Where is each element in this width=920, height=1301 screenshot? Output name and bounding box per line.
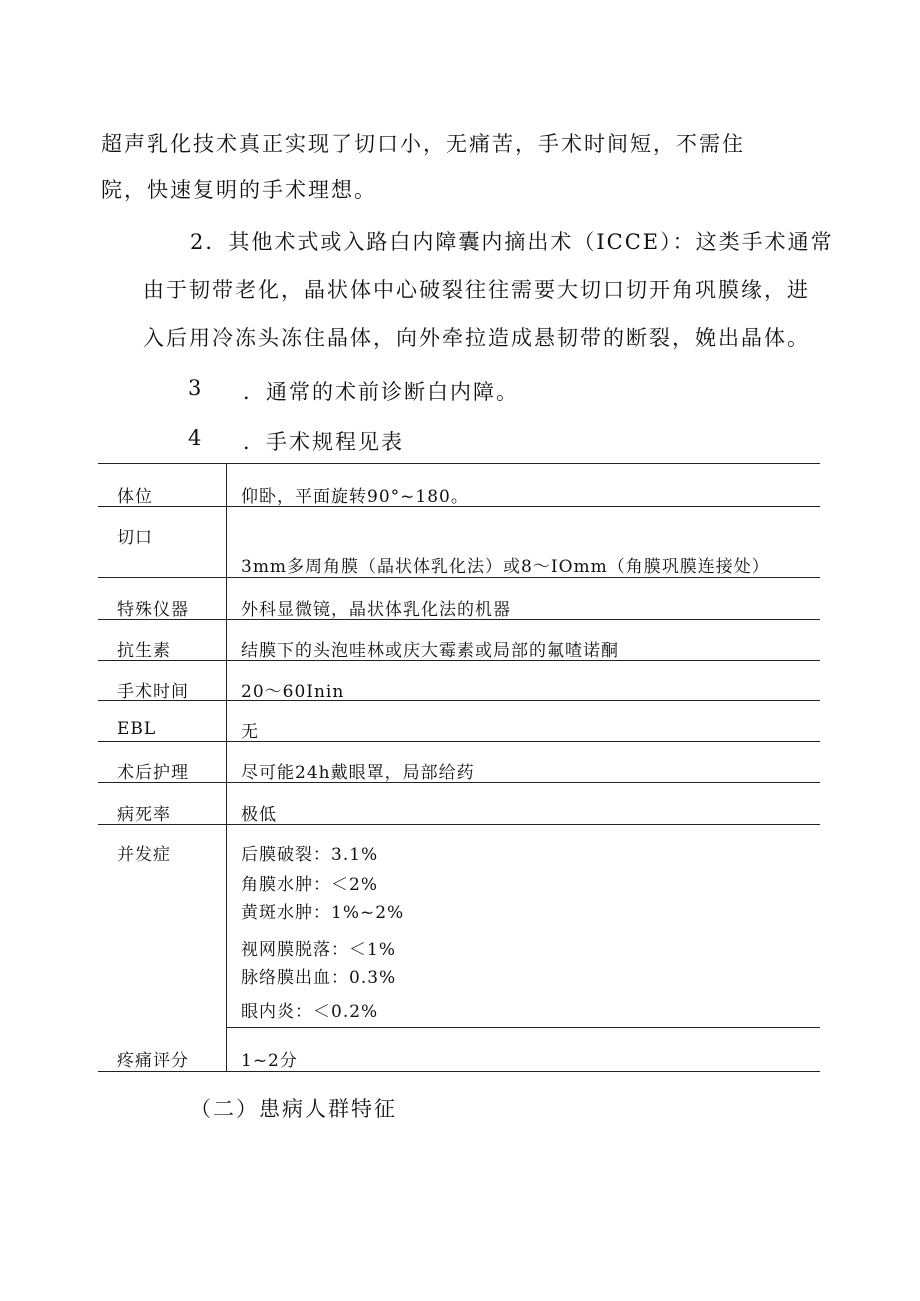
table-rule xyxy=(98,463,820,464)
complication-item: 角膜水肿：＜2% xyxy=(241,875,378,895)
table-row-label: EBL xyxy=(117,719,157,739)
complication-item: 视网膜脱落：＜1% xyxy=(241,940,396,960)
list-item-number: 4 xyxy=(188,426,204,450)
table-row-value: 极低 xyxy=(241,805,277,825)
table-row-label: 特殊仪器 xyxy=(117,600,189,620)
paragraph-line: 超声乳化技术真正实现了切口小，无痛苦，手术时间短，不需住 xyxy=(101,132,745,156)
table-row-label: 切口 xyxy=(117,528,153,548)
table-row-value: 3mm多周角膜（晶状体乳化法）或8～IOmm（角膜巩膜连接处） xyxy=(241,557,770,577)
table-row-value: 外科显微镜，晶状体乳化法的机器 xyxy=(241,600,511,620)
paragraph-line: 院，快速复明的手术理想。 xyxy=(101,178,377,202)
paragraph-line: 入后用冷冻头冻住晶体，向外牵拉造成悬韧带的断裂，娩出晶体。 xyxy=(143,326,810,350)
table-rule xyxy=(98,824,820,825)
paragraph-line: 2．其他术式或入路白内障囊内摘出术（ICCE）：这类手术通常 xyxy=(190,230,834,254)
table-row-value: 1~2分 xyxy=(241,1051,298,1071)
table-row-label: 术后护理 xyxy=(117,763,189,783)
complication-item: 黄斑水肿：1%~2% xyxy=(241,903,405,923)
section-heading: （二）患病人群特征 xyxy=(190,1097,397,1121)
table-rule xyxy=(98,741,820,742)
table-row-value: 结膜下的头泡哇林或庆大霉素或局部的氟喳诺酮 xyxy=(241,641,619,661)
table-row-value: 20～60Inin xyxy=(241,682,345,702)
list-item-number: 3 xyxy=(188,376,204,400)
list-item-text: ．通常的术前诊断白内障。 xyxy=(243,380,519,404)
complication-item: 后膜破裂：3.1% xyxy=(241,845,379,865)
table-row-label: 抗生素 xyxy=(117,641,171,661)
table-row-value: 仰卧，平面旋转90°~180。 xyxy=(241,487,469,507)
table-row-value: 无 xyxy=(241,722,259,742)
list-item-text: ．手术规程见表 xyxy=(243,430,404,454)
table-column-divider xyxy=(226,463,227,1071)
table-row-label: 病死率 xyxy=(117,805,171,825)
table-row-label: 手术时间 xyxy=(117,682,189,702)
complication-item: 脉络膜出血：0.3% xyxy=(241,968,397,988)
complication-item: 眼内炎：＜0.2% xyxy=(241,1002,379,1022)
table-row-label: 体位 xyxy=(117,487,153,507)
table-row-label: 疼痛评分 xyxy=(117,1051,189,1071)
paragraph-line: 由于韧带老化，晶状体中心破裂往往需要大切口切开角巩膜缘，进 xyxy=(143,278,810,302)
table-rule xyxy=(98,577,820,578)
table-row-label: 并发症 xyxy=(117,845,171,865)
table-row-value: 尽可能24h戴眼罩，局部给药 xyxy=(241,763,475,783)
table-rule xyxy=(98,700,820,701)
table-rule xyxy=(226,1027,820,1028)
table-rule xyxy=(98,1071,820,1072)
